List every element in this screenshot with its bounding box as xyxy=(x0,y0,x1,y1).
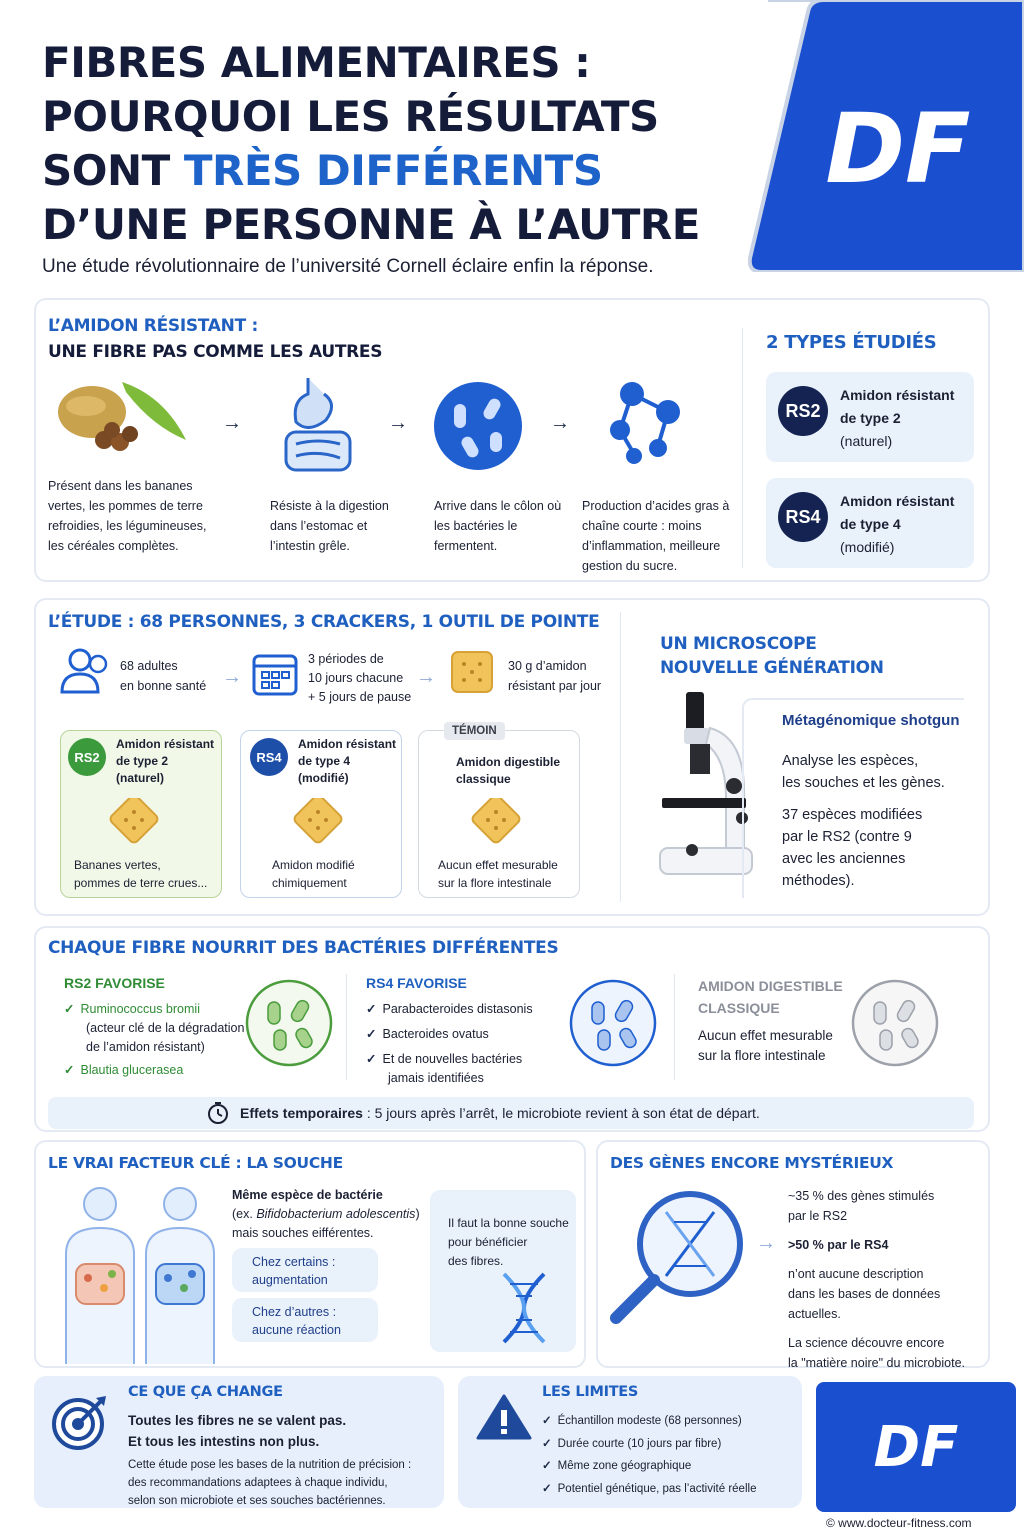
page-subtitle: Une étude révolutionnaire de l’université Cornell éclaire enfin la réponse. xyxy=(42,256,654,277)
box-rs4-title: Amidon résistant de type 4 (modifié) xyxy=(298,737,397,785)
box-rs4-badge: RS4 xyxy=(250,738,288,776)
df-footer-logo: DF xyxy=(816,1382,1016,1512)
fact-dose: 30 g d’amidon résistant par jour xyxy=(508,659,602,693)
change-title: CE QUE ÇA CHANGE xyxy=(128,1384,283,1400)
box-rs2-badge: RS2 xyxy=(68,738,106,776)
dna-icon xyxy=(494,1272,554,1344)
divider xyxy=(674,974,675,1080)
magnifier-dna-icon xyxy=(606,1186,756,1326)
etude-title: L’ÉTUDE : 68 PERSONNES, 3 CRACKERS, 1 OUTIL DE POINTE xyxy=(48,612,600,632)
fact-periods: 3 périodes de 10 jours chacune + 5 jours de pause xyxy=(308,652,412,704)
box-temoin-title: Amidon digestible classique xyxy=(456,755,561,786)
df-corner-logo xyxy=(748,0,1024,272)
limites-list: ✓ Échantillon modeste (68 personnes) ✓ Durée courte (10 jours par fibre) ✓ Même zone géographique ✓ Potentiel génétique, pas l’activité réelle xyxy=(542,1415,757,1495)
souche-key-text: Il faut la bonne souche pour bénéficier des fibres. xyxy=(448,1216,569,1268)
cracker-icon xyxy=(290,798,346,844)
cracker-icon xyxy=(468,798,524,844)
step-arrow: → xyxy=(222,412,242,434)
bacteria-icon xyxy=(432,380,524,472)
calendar-icon xyxy=(250,648,300,698)
box-rs4-desc: Amidon modifié chimiquement xyxy=(272,858,355,890)
microscope-icon xyxy=(656,688,756,888)
blue-bacteria-icon xyxy=(568,978,658,1068)
divider xyxy=(742,328,743,568)
classique-desc: Aucun effet mesurable sur la flore intestinale xyxy=(698,1028,833,1063)
step-text-3: Arrive dans le côlon où les bactéries le fermentent. xyxy=(434,499,562,553)
bacteries-title: CHAQUE FIBRE NOURRIT DES BACTÉRIES DIFFÉRENTES xyxy=(48,938,559,958)
digestive-icon xyxy=(278,374,358,474)
step-text-2: Résiste à la digestion dans l’estomac et l’intestin grêle. xyxy=(270,499,389,553)
micro-p2: 37 espèces modifiées par le RS2 (contre 9 avec les anciennes méthodes). xyxy=(782,807,923,889)
amidon-subtitle: UNE FIBRE PAS COMME LES AUTRES xyxy=(48,342,383,362)
timer-icon xyxy=(206,1101,230,1125)
cracker-icon xyxy=(106,798,162,844)
classique-title: AMIDON DIGESTIBLE CLASSIQUE xyxy=(698,978,843,1016)
green-bacteria-icon xyxy=(244,978,334,1068)
genes-arrow: → xyxy=(756,1232,776,1254)
temoin-tag: TÉMOIN xyxy=(444,722,505,740)
box-rs2-title: Amidon résistant de type 2 (naturel) xyxy=(116,737,215,785)
box-rs2-foods: Bananes vertes, pommes de terre crues... xyxy=(74,858,208,890)
rs4-fav-title: RS4 FAVORISE xyxy=(366,975,467,991)
temporary-note-text: Effets temporaires : 5 jours après l’arrêt, le microbiote revient à son état de départ. xyxy=(240,1105,760,1121)
box-temoin-desc: Aucun effet mesurable sur la flore intestinale xyxy=(438,858,558,890)
page-title: FIBRES ALIMENTAIRES : POURQUOI LES RÉSULTATS SONT TRÈS DIFFÉRENTS D’UNE PERSONNE À L’AUTRE xyxy=(42,38,700,249)
rs4-badge: RS4 xyxy=(778,492,828,542)
food-icon xyxy=(52,376,192,456)
footer-url[interactable]: © www.docteur-fitness.com xyxy=(826,1516,972,1530)
fact-participants: 68 adultes en bonne santé xyxy=(120,659,207,693)
step-text-1: Présent dans les bananes vertes, les pommes de terre refroidies, les légumineuses, les céréales complètes. xyxy=(48,479,207,553)
micro-sub: Métagénomique shotgun xyxy=(782,712,960,729)
target-icon xyxy=(52,1394,108,1450)
df-logo-text: DF xyxy=(825,93,971,205)
human-bodies-icon xyxy=(56,1184,226,1364)
souche-title: LE VRAI FACTEUR CLÉ : LA SOUCHE xyxy=(48,1154,343,1172)
types-title: 2 TYPES ÉTUDIÉS xyxy=(766,332,937,353)
souche-intro: Même espèce de bactérie (ex. Bifidobacterium adolescentis) mais souches eifférentes. xyxy=(232,1188,420,1240)
step-arrow: → xyxy=(388,412,408,434)
genes-text: ~35 % des gènes stimulés par le RS2 >50 % par le RS4 n’ont aucune description dans les bases de données actuelles. La science découvre encore la "matière noire" du microbiote. xyxy=(788,1189,966,1370)
molecule-icon xyxy=(596,376,688,468)
micro-p1: Analyse les espèces, les souches et les gènes. xyxy=(782,753,945,791)
rs2-fav-title: RS2 FAVORISE xyxy=(64,975,165,991)
change-bold: Toutes les fibres ne se valent pas. Et tous les intestins non plus. xyxy=(128,1413,347,1449)
type-rs4-text: Amidon résistant de type 4 (modifié) xyxy=(840,493,955,555)
divider xyxy=(346,974,347,1080)
amidon-title: L’AMIDON RÉSISTANT : xyxy=(48,316,258,336)
change-desc: Cette étude pose les bases de la nutrition de précision : des recommandations adaptees à chaque individu, selon son microbiote et ses souches bactériennes. xyxy=(128,1459,412,1507)
souche-autres-text: Chez d’autres : aucune réaction xyxy=(252,1305,341,1337)
grey-bacteria-icon xyxy=(850,978,940,1068)
rs4-fav-list: ✓ Parabacteroides distasonis ✓ Bacteroides ovatus ✓ Et de nouvelles bactéries jamais identifiées xyxy=(366,1002,533,1085)
fact-arrow: → xyxy=(416,666,436,688)
rs2-badge: RS2 xyxy=(778,386,828,436)
souche-certains-text: Chez certains : augmentation xyxy=(252,1255,336,1287)
type-rs2-text: Amidon résistant de type 2 (naturel) xyxy=(840,387,955,449)
limites-title: LES LIMITES xyxy=(542,1384,639,1400)
fact-arrow: → xyxy=(222,666,242,688)
people-icon xyxy=(58,646,114,696)
cracker-icon xyxy=(448,648,496,696)
divider xyxy=(620,612,621,902)
genes-title: DES GÈNES ENCORE MYSTÉRIEUX xyxy=(610,1154,894,1172)
warning-icon xyxy=(476,1392,532,1442)
rs2-fav-list: ✓ Ruminococcus bromii (acteur clé de la dégradation de l’amidon résistant) ✓ Blautia glucerasea xyxy=(64,1002,245,1077)
step-arrow: → xyxy=(550,412,570,434)
micro-title: UN MICROSCOPE NOUVELLE GÉNÉRATION xyxy=(660,634,884,678)
step-text-4: Production d’acides gras à chaîne courte : moins d’inflammation, meilleure gestion du sucre. xyxy=(582,499,730,573)
